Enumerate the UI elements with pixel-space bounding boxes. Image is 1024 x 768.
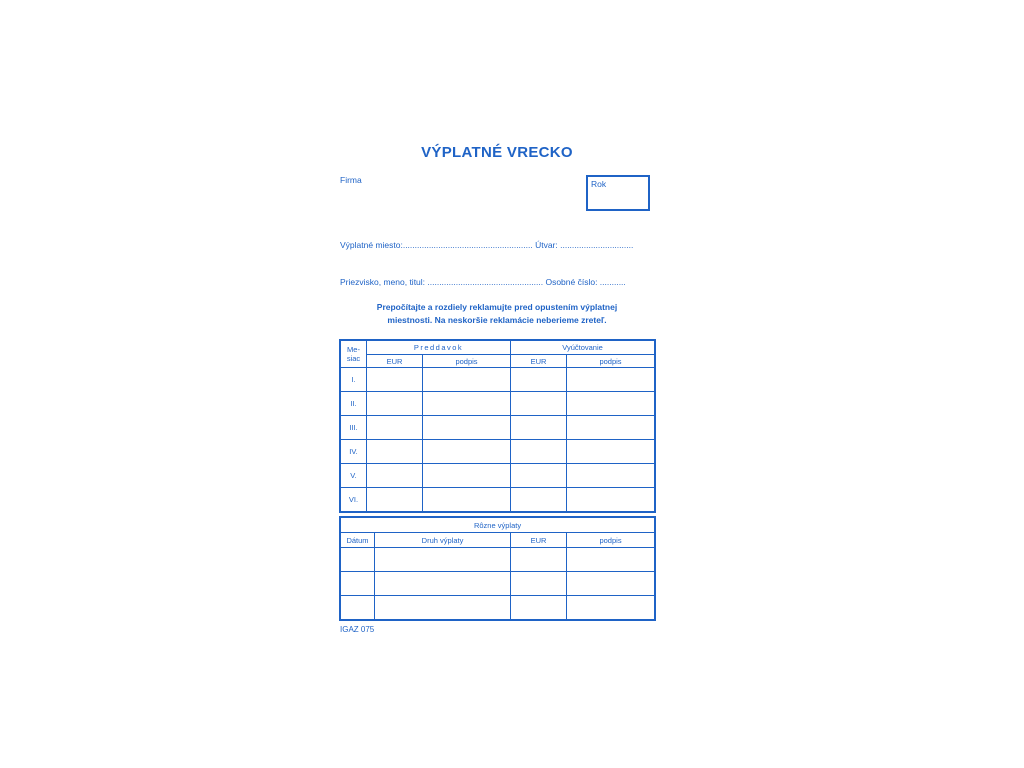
month-label: I.: [341, 368, 367, 392]
cell[interactable]: [341, 572, 375, 596]
mesiac-label-1: Me-: [347, 345, 360, 354]
cell[interactable]: [567, 392, 655, 416]
priezvisko-line: Priezvisko, meno, titul: ................................................. Osobné číslo: ...........: [340, 277, 626, 287]
table-row: [341, 596, 655, 620]
form-code: IGAZ 075: [340, 625, 375, 634]
month-label: V.: [341, 464, 367, 488]
various-payments-table: [340, 517, 655, 620]
table-row: [341, 488, 655, 512]
cell[interactable]: [511, 548, 567, 572]
form-title: VÝPLATNÉ VRECKO: [421, 144, 573, 161]
vyuctovanie-podpis-header: podpis: [567, 355, 655, 368]
firma-label: Firma: [340, 175, 362, 185]
notice-line-2: miestnosti. Na neskoršie reklamácie neberieme zreteľ.: [387, 315, 607, 325]
table-row: [341, 368, 655, 392]
cell[interactable]: [341, 548, 375, 572]
cell[interactable]: [567, 368, 655, 392]
cell[interactable]: [567, 488, 655, 512]
mesiac-label-2: siac: [346, 354, 361, 363]
preddavok-header: Preddavok: [367, 341, 511, 355]
table-row: [341, 572, 655, 596]
table-row: [341, 464, 655, 488]
table-row: [341, 440, 655, 464]
month-label: VI.: [341, 488, 367, 512]
cell[interactable]: [341, 596, 375, 620]
cell[interactable]: [367, 464, 423, 488]
cell[interactable]: [367, 440, 423, 464]
cell[interactable]: [423, 416, 511, 440]
preddavok-eur-header: EUR: [367, 355, 423, 368]
rozne-vyplaty-header: Rôzne výplaty: [341, 518, 655, 533]
month-label: III.: [341, 416, 367, 440]
preddavok-podpis-header: podpis: [423, 355, 511, 368]
cell[interactable]: [423, 440, 511, 464]
cell[interactable]: [511, 392, 567, 416]
vyplatne-miesto-line: Výplatné miesto:....................................................... Útvar: ...............................: [340, 240, 634, 250]
cell[interactable]: [423, 368, 511, 392]
month-label: II.: [341, 392, 367, 416]
cell[interactable]: [423, 488, 511, 512]
cell[interactable]: [511, 488, 567, 512]
datum-header: Dátum: [341, 533, 375, 548]
cell[interactable]: [567, 572, 655, 596]
cell[interactable]: [567, 416, 655, 440]
cell[interactable]: [511, 572, 567, 596]
month-label: IV.: [341, 440, 367, 464]
notice-line-1: Prepočítajte a rozdiely reklamujte pred opustením výplatnej: [376, 302, 618, 312]
cell[interactable]: [567, 548, 655, 572]
rok-label: Rok: [591, 179, 607, 189]
cell[interactable]: [423, 392, 511, 416]
vyuctovanie-eur-header: EUR: [511, 355, 567, 368]
podpis-header: podpis: [567, 533, 655, 548]
cell[interactable]: [567, 440, 655, 464]
cell[interactable]: [511, 368, 567, 392]
mesiac-header: [341, 341, 367, 368]
eur-header: EUR: [511, 533, 567, 548]
cell[interactable]: [567, 464, 655, 488]
cell[interactable]: [367, 368, 423, 392]
table-row: [341, 548, 655, 572]
cell[interactable]: [511, 440, 567, 464]
cell[interactable]: [511, 464, 567, 488]
cell[interactable]: [367, 392, 423, 416]
cell[interactable]: [511, 416, 567, 440]
table-row: [341, 392, 655, 416]
table-row: [341, 416, 655, 440]
cell[interactable]: [375, 548, 511, 572]
advances-table: [340, 340, 655, 512]
druh-header: Druh výplaty: [375, 533, 511, 548]
cell[interactable]: [367, 488, 423, 512]
rok-field[interactable]: [586, 175, 650, 211]
vyuctovanie-header: Vyúčtovanie: [511, 341, 655, 355]
cell[interactable]: [511, 596, 567, 620]
cell[interactable]: [567, 596, 655, 620]
notice-text: [340, 301, 654, 327]
cell[interactable]: [375, 572, 511, 596]
cell[interactable]: [375, 596, 511, 620]
cell[interactable]: [423, 464, 511, 488]
cell[interactable]: [367, 416, 423, 440]
